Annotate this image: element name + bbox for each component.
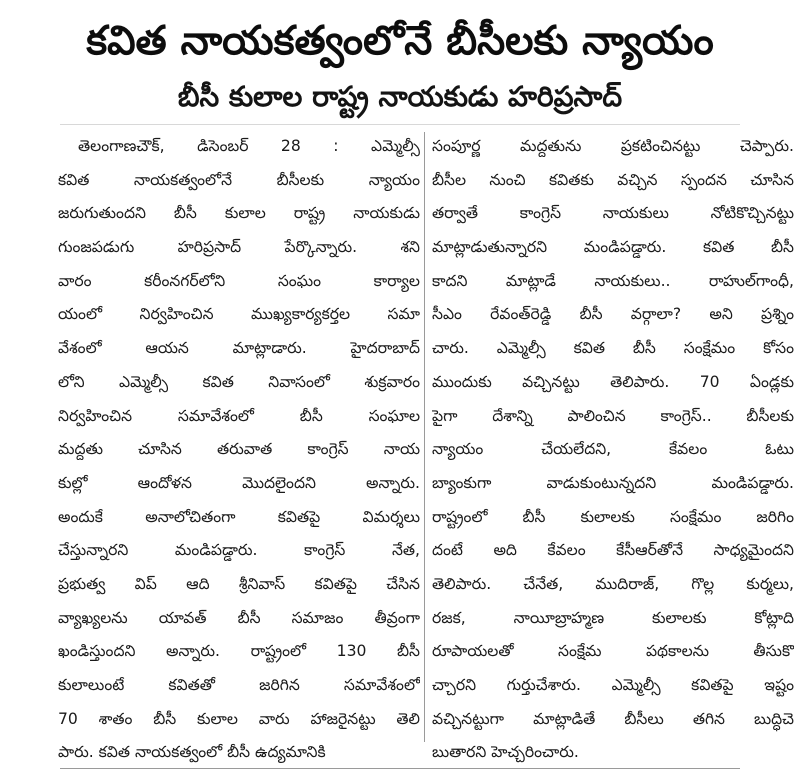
body-text-line: పైగా దేశాన్ని పాలించిన కాంగ్రెస్.. బీసీలకు <box>432 406 794 425</box>
body-text-line: సీఎం రేవంత్‌రెడ్డి బీసీ వర్గాలా? అని ప్రశ్నిం <box>432 305 794 324</box>
body-text-line: రజక, నాయీబ్రాహ్మణ కులాలకు కోట్లాది <box>432 608 794 627</box>
body-text-line: న్యాయం చేయలేదని, కేవలం ఓటు <box>432 440 794 459</box>
left-column <box>58 130 420 770</box>
body-text-line: యంలో నిర్వహించిన ముఖ్యకార్యకర్తల సమా <box>58 305 420 324</box>
body-text-line: ముందుకు వచ్చినట్టు తెలిపారు. 70 ఏండ్లకు <box>432 372 794 391</box>
body-text-line: లోని ఎమ్మెల్సీ కవిత నివాసంలో శుక్రవారం <box>58 372 420 391</box>
body-text-line: 70 శాతం బీసీ కులాల వారు హాజరైనట్టు తెలి <box>58 709 420 728</box>
body-text-line: కులాలుంటే కవితతో జరిగిన సమావేశంలో <box>58 676 420 694</box>
body-text-line: మద్దతు చూసిన తరువాత కాంగ్రెస్ నాయ <box>58 440 420 459</box>
body-text-line: వ్యాఖ్యలను యావత్ బీసీ సమాజం తీవ్రంగా <box>58 608 420 627</box>
body-text-line: రాష్ట్రంలో బీసీ కులాలకు సంక్షేమం జరిగిం <box>432 507 794 526</box>
body-text-line: ప్రభుత్వ విప్ ఆది శ్రీనివాస్ కవితపై చేసిన <box>58 574 420 593</box>
body-text-line: కుల్లో ఆందోళన మొదలైందని అన్నారు. <box>58 473 420 492</box>
body-text-line: చ్చారని గుర్తుచేశారు. ఎమ్మెల్సీ కవితపై ఇష్టం <box>432 676 794 694</box>
body-text-line: వేశంలో ఆయన మాట్లాడారు. హైదరాబాద్ <box>58 339 420 358</box>
body-text-line: మాట్లాడుతున్నారని మండిపడ్డారు. కవిత బీసీ <box>432 238 794 257</box>
body-text-line: జరుగుతుందని బీసీ కులాల రాష్ట్ర నాయకుడు <box>58 204 420 223</box>
body-text-line: దంటే అది కేవలం కేసీఆర్‌తోనే సాధ్యమైందని <box>432 541 794 560</box>
body-text-line: చారు. ఎమ్మెల్సీ కవిత బీసీ సంక్షేమం కోసం <box>432 339 794 358</box>
top-divider <box>60 124 740 125</box>
right-column <box>432 130 794 770</box>
body-text-line: కాదని మాట్లాడే నాయకులు.. రాహుల్‌గాంధీ, <box>432 271 794 290</box>
body-text-line: వచ్చినట్టుగా మాట్లాడితే బీసీలు తగిన బుద్ధిచె <box>432 709 794 728</box>
body-text-line: గుంజపడుగు హరిప్రసాద్ పేర్కొన్నారు. శని <box>58 238 420 257</box>
body-text-line: సంపూర్ణ మద్దతును ప్రకటించినట్టు చెప్పారు. <box>432 137 794 155</box>
body-text-line: బ్యాంకుగా వాడుకుంటున్నదని మండిపడ్డారు. <box>432 473 794 492</box>
body-text-line: చేస్తున్నారని మండిపడ్డారు. కాంగ్రెస్ నేత, <box>58 541 420 560</box>
body-text-line: బుతారని హెచ్చరించారు. <box>432 743 579 762</box>
body-text-line: తర్వాతే కాంగ్రెస్ నాయకులు నోటికొచ్చినట్టు <box>432 204 794 223</box>
body-text-line: బీసీల నుంచి కవితకు వచ్చిన స్పందన చూసిన <box>432 170 794 189</box>
bottom-divider <box>60 768 740 769</box>
body-text-line: వారం కరీంనగర్‌లోని సంఘం కార్యాల <box>58 271 420 290</box>
body-text-line: రూపాయలతో సంక్షేమ పథకాలను తీసుకొ <box>432 642 794 661</box>
body-text-line: పారు. కవిత నాయకత్వంలో బీసీ ఉద్యమానికి <box>58 743 326 762</box>
column-divider <box>424 132 425 742</box>
body-text-line: అందుకే అనాలోచితంగా కవితపై విమర్శలు <box>58 507 420 526</box>
body-text-line: కవిత నాయకత్వంలోనే బీసీలకు న్యాయం <box>58 170 420 189</box>
body-text-line: తెలిపారు. చేనేత, ముదిరాజ్, గొల్ల కుర్మలు, <box>432 574 794 593</box>
body-text-line: ఖండిస్తుందని అన్నారు. రాష్ట్రంలో 130 బీసీ <box>58 642 420 661</box>
body-text-line: తెలంగాణచౌక్, డిసెంబర్ 28 : ఎమ్మెల్సీ <box>78 137 420 155</box>
subheadline: బీసీ కులాల రాష్ట్ర నాయకుడు హరిప్రసాద్ <box>177 80 623 113</box>
body-text-line: నిర్వహించిన సమావేశంలో బీసీ సంఘాల <box>58 406 420 425</box>
headline: కవిత నాయకత్వంలోనే బీసీలకు న్యాయం <box>86 18 714 64</box>
